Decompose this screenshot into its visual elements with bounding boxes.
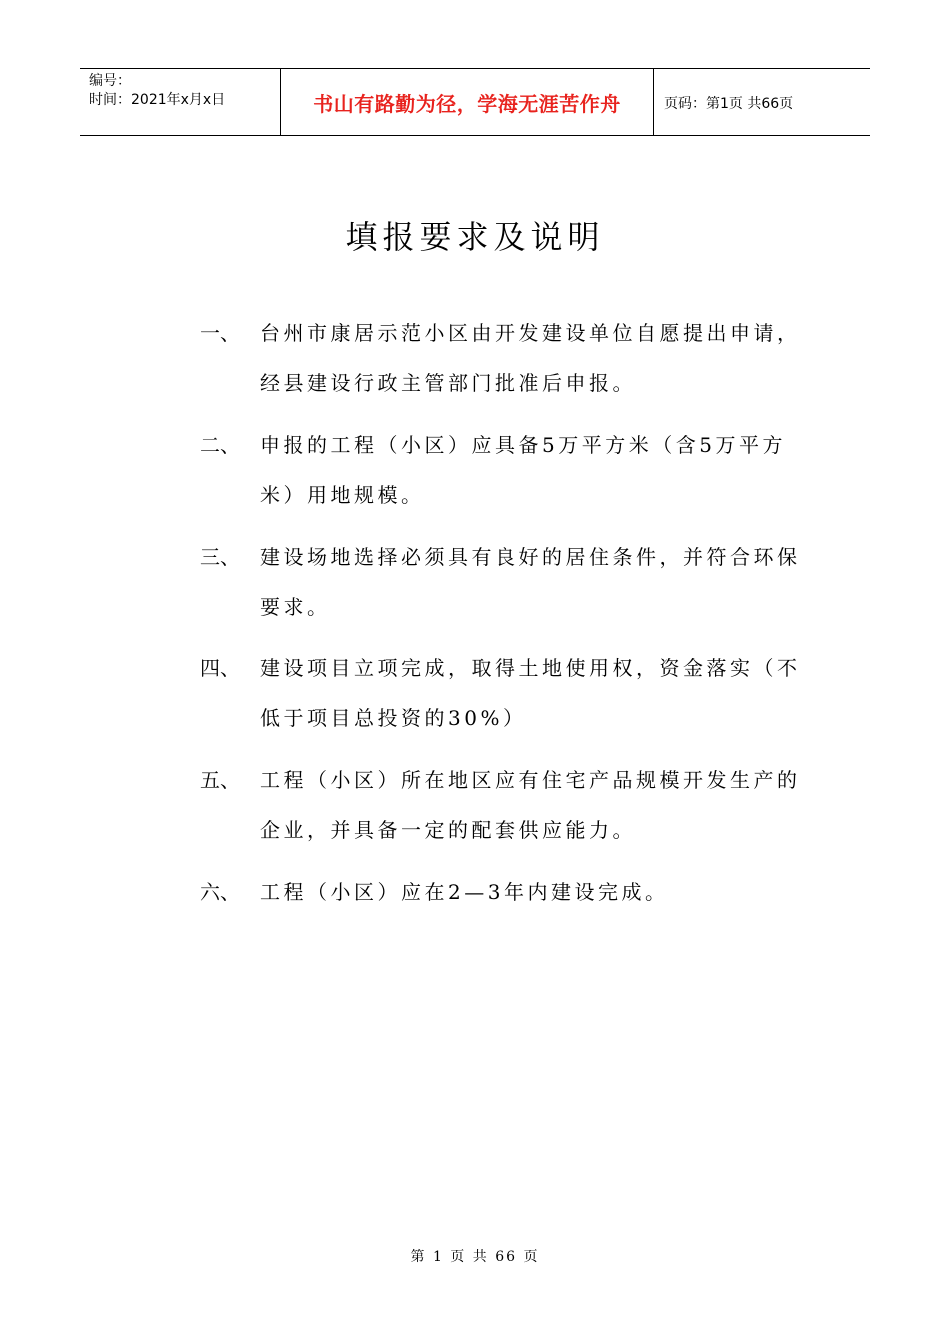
- time-label: 时间：2021年x月x日: [89, 92, 226, 108]
- item-text: 工程（小区）应在2—3年内建设完成。: [260, 880, 669, 904]
- list-item: [200, 867, 820, 917]
- header-meta-cell: [80, 69, 281, 136]
- header-motto: 书山有路勤为径，学海无涯苦作舟: [281, 69, 654, 136]
- item-number: 四、: [200, 656, 240, 680]
- document-header: [80, 68, 870, 136]
- item-text: 工程（小区）所在地区应有住宅产品规模开发生产的企业，并具备一定的配套供应能力。: [260, 768, 801, 842]
- item-text: 建设项目立项完成，取得土地使用权，资金落实（不低于项目总投资的30%）: [260, 656, 801, 730]
- list-item: [200, 755, 820, 855]
- item-text: 建设场地选择必须具有良好的居住条件，并符合环保要求。: [260, 545, 801, 619]
- item-text: 申报的工程（小区）应具备5万平方米（含5万平方米）用地规模。: [260, 433, 786, 507]
- item-text: 台州市康居示范小区由开发建设单位自愿提出申请，经县建设行政主管部门批准后申报。: [260, 321, 801, 395]
- item-number: 三、: [200, 545, 240, 569]
- item-number: 一、: [200, 321, 240, 345]
- list-item: [200, 643, 820, 743]
- list-item: [200, 420, 820, 520]
- list-item: [200, 532, 820, 632]
- page-footer: 第 1 页 共 66 页: [410, 1249, 540, 1265]
- item-number: 五、: [200, 768, 240, 792]
- item-number: 二、: [200, 433, 240, 457]
- header-page-info: 页码：第1页 共66页: [664, 95, 794, 112]
- page-title: 填报要求及说明: [345, 218, 605, 256]
- number-label: 编号：: [89, 73, 131, 89]
- list-item: [200, 308, 820, 408]
- item-number: 六、: [200, 880, 240, 904]
